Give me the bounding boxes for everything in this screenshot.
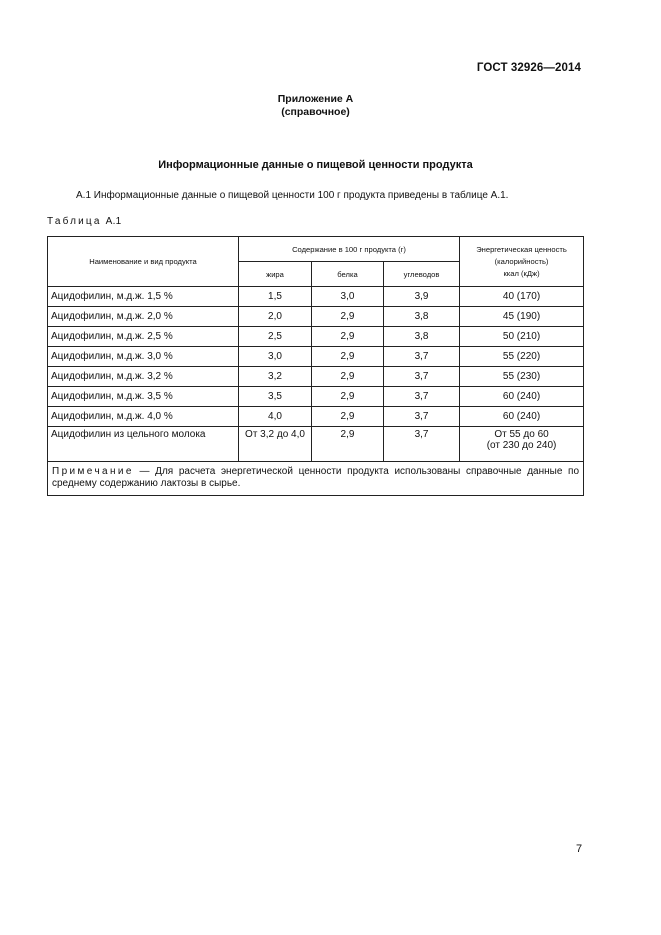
cell-fat: 3,5 — [239, 387, 312, 407]
cell-energy: 40 (170) — [460, 287, 584, 307]
cell-fat: 2,0 — [239, 307, 312, 327]
cell-carbs: 3,9 — [384, 287, 460, 307]
cell-protein: 3,0 — [312, 287, 384, 307]
table-row — [48, 367, 584, 387]
cell-protein: 2,9 — [312, 367, 384, 387]
cell-energy: 55 (230) — [460, 367, 584, 387]
header-energy — [460, 237, 584, 287]
cell-protein: 2,9 — [312, 327, 384, 347]
table-row — [48, 407, 584, 427]
cell-energy-line2: (от 230 до 240) — [486, 440, 557, 451]
cell-fat: 1,5 — [239, 287, 312, 307]
table-row — [48, 287, 584, 307]
page-number: 7 — [576, 843, 583, 855]
cell-protein: 2,9 — [312, 407, 384, 427]
cell-product-name: Ацидофилин, м.д.ж. 2,5 % — [48, 327, 239, 347]
cell-protein: 2,9 — [312, 307, 384, 327]
appendix-subtitle: (справочное) — [281, 106, 350, 118]
cell-energy: 60 (240) — [460, 387, 584, 407]
cell-product-name: Ацидофилин, м.д.ж. 3,0 % — [48, 347, 239, 367]
appendix-heading — [0, 93, 631, 119]
table-caption-number: А.1 — [105, 216, 122, 227]
header-content-group: Содержание в 100 г продукта (г) — [239, 237, 460, 262]
cell-fat: 3,2 — [239, 367, 312, 387]
table-row — [48, 387, 584, 407]
header-carbs: углеводов — [384, 262, 460, 287]
cell-product-name: Ацидофилин, м.д.ж. 3,2 % — [48, 367, 239, 387]
table-row — [48, 327, 584, 347]
cell-protein: 2,9 — [312, 347, 384, 367]
cell-fat: 2,5 — [239, 327, 312, 347]
cell-fat: 4,0 — [239, 407, 312, 427]
table-row — [48, 427, 584, 462]
table-header-row — [48, 237, 584, 262]
cell-carbs: 3,8 — [384, 327, 460, 347]
standard-number: ГОСТ 32926—2014 — [476, 62, 581, 74]
cell-carbs: 3,7 — [384, 407, 460, 427]
table-row — [48, 307, 584, 327]
header-energy-line3: ккал (кДж) — [503, 268, 540, 278]
table-caption-label: Таблица — [47, 216, 102, 227]
note-text: — Для расчета энергетической ценности продукта использованы справочные данные по среднему содержанию лактозы в сырье. — [52, 466, 580, 489]
table-note-row — [48, 462, 584, 496]
document-title: Информационные данные о пищевой ценности продукта — [158, 159, 473, 171]
cell-product-name: Ацидофилин из цельного молока — [48, 427, 239, 462]
cell-carbs: 3,7 — [384, 367, 460, 387]
appendix-title: Приложение А — [277, 93, 354, 105]
cell-energy: 55 (220) — [460, 347, 584, 367]
cell-energy: 60 (240) — [460, 407, 584, 427]
nutrition-table — [47, 236, 584, 496]
note-label: Примечание — [52, 466, 134, 477]
cell-fat: 3,0 — [239, 347, 312, 367]
cell-energy: 45 (190) — [460, 307, 584, 327]
cell-product-name: Ацидофилин, м.д.ж. 3,5 % — [48, 387, 239, 407]
header-energy-line1: Энергетическая ценность — [476, 244, 567, 254]
cell-carbs: 3,7 — [384, 387, 460, 407]
cell-carbs: 3,7 — [384, 427, 460, 462]
cell-carbs: 3,8 — [384, 307, 460, 327]
cell-energy-line1: От 55 до 60 — [494, 429, 549, 440]
header-protein: белка — [312, 262, 384, 287]
cell-protein: 2,9 — [312, 427, 384, 462]
cell-product-name: Ацидофилин, м.д.ж. 4,0 % — [48, 407, 239, 427]
cell-fat: От 3,2 до 4,0 — [239, 427, 312, 462]
table-caption — [47, 216, 122, 227]
cell-energy: 50 (210) — [460, 327, 584, 347]
cell-product-name: Ацидофилин, м.д.ж. 2,0 % — [48, 307, 239, 327]
cell-energy — [460, 427, 584, 462]
intro-paragraph: А.1 Информационные данные о пищевой ценности 100 г продукта приведены в таблице А.1. — [76, 190, 509, 201]
header-energy-line2: (калорийность) — [494, 256, 549, 266]
cell-protein: 2,9 — [312, 387, 384, 407]
cell-carbs: 3,7 — [384, 347, 460, 367]
header-product: Наименование и вид продукта — [48, 237, 239, 287]
table-row — [48, 347, 584, 367]
header-fat: жира — [239, 262, 312, 287]
table-note — [48, 462, 584, 496]
cell-product-name: Ацидофилин, м.д.ж. 1,5 % — [48, 287, 239, 307]
